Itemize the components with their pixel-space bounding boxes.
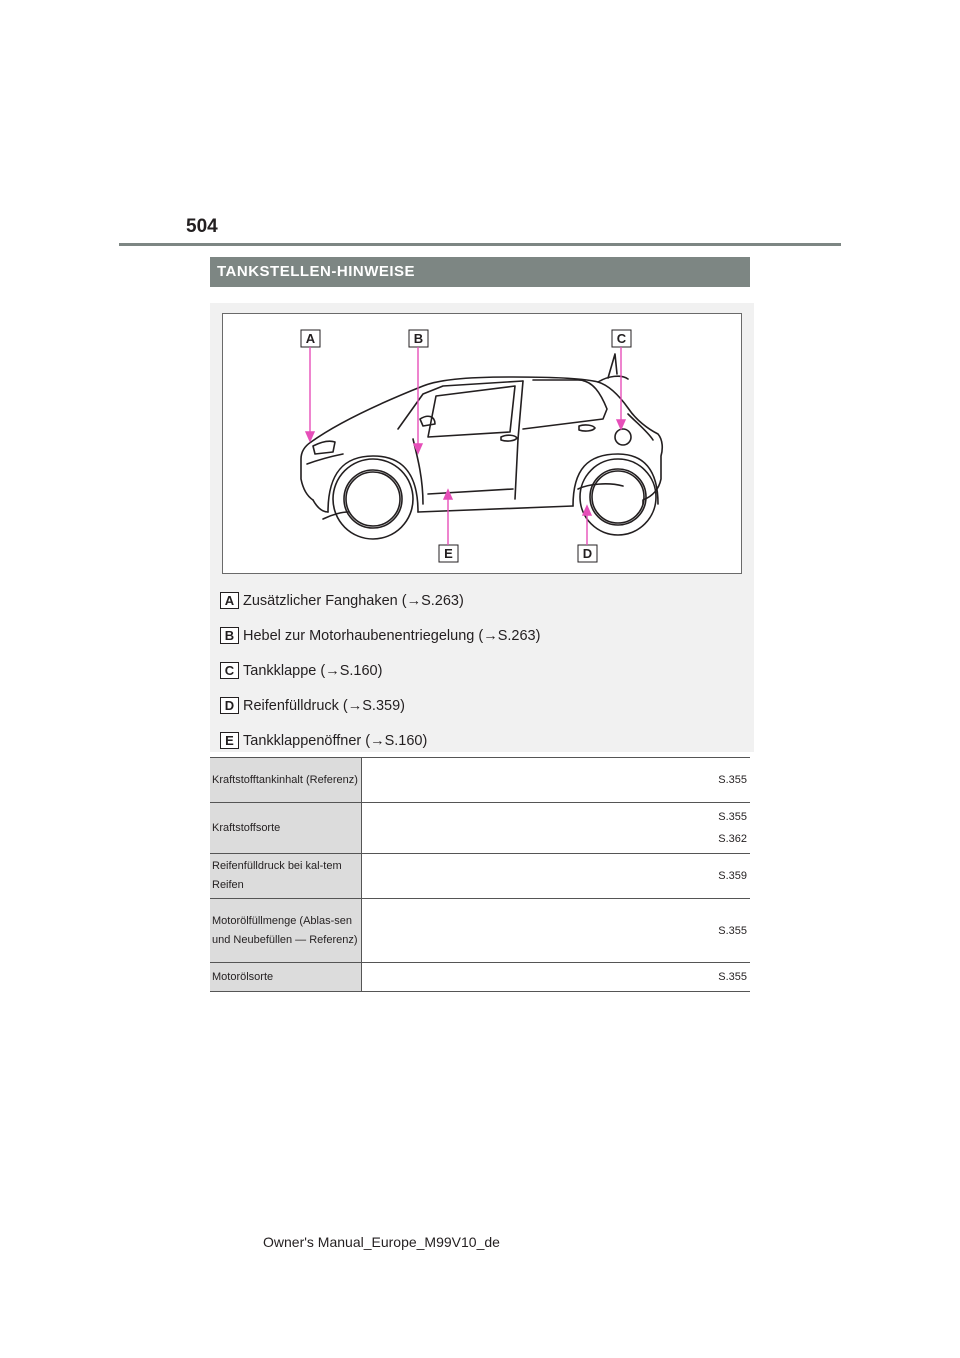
table-row: [210, 963, 750, 992]
legend-text: Zusätzlicher Fanghaken (→S.263): [243, 592, 464, 609]
car-side-view-illustration: [223, 314, 743, 575]
spec-label: Motorölsorte: [210, 963, 361, 992]
legend-key: A: [220, 592, 239, 609]
legend-item-c: [220, 653, 740, 688]
spec-table: [210, 757, 750, 992]
spec-value: [361, 758, 750, 803]
table-row: [210, 803, 750, 854]
legend-item-b: [220, 618, 740, 653]
table-row: [210, 854, 750, 899]
legend-text: Tankklappe (→S.160): [243, 662, 383, 679]
callout-e: E: [444, 546, 453, 561]
legend-text: Reifenfülldruck (→S.359): [243, 697, 405, 714]
figure-panel: [210, 303, 754, 752]
spec-label: Kraftstofftankinhalt (Referenz): [210, 758, 361, 803]
table-row: [210, 899, 750, 963]
legend-key: D: [220, 697, 239, 714]
legend-item-a: [220, 583, 740, 618]
callout-b: B: [413, 331, 424, 346]
spec-value: [361, 899, 750, 963]
spec-label: Motorölfüllmenge (Ablas-sen und Neubefüllen — Referenz): [210, 899, 361, 963]
page-ref: S.359: [718, 870, 747, 882]
spec-label: Kraftstoffsorte: [210, 803, 361, 854]
page-ref: S.362: [718, 833, 747, 845]
legend-key: E: [220, 732, 239, 749]
callout-a: A: [305, 331, 316, 346]
table-row: [210, 758, 750, 803]
footer: Owner's Manual_Europe_M99V10_de: [263, 1234, 500, 1250]
page-ref: S.355: [718, 811, 747, 823]
legend: [220, 583, 740, 758]
page-ref: S.355: [718, 774, 747, 786]
legend-key: C: [220, 662, 239, 679]
callout-c: C: [616, 331, 627, 346]
legend-item-d: [220, 688, 740, 723]
callout-d: D: [582, 546, 593, 561]
spec-value: [361, 963, 750, 992]
legend-item-e: [220, 723, 740, 758]
page-ref: S.355: [718, 924, 747, 937]
legend-text: Hebel zur Motorhaubenentriegelung (→S.263): [243, 627, 541, 644]
page-ref: S.355: [718, 971, 747, 983]
spec-value: [361, 803, 750, 854]
page-number: 504: [186, 216, 218, 237]
spec-label: Reifenfülldruck bei kal-tem Reifen: [210, 854, 361, 899]
spec-value: [361, 854, 750, 899]
legend-text: Tankklappenöffner (→S.160): [243, 732, 428, 749]
legend-key: B: [220, 627, 239, 644]
car-diagram: [222, 313, 742, 574]
header-rule: [119, 243, 841, 246]
section-header: TANKSTELLEN-HINWEISE: [210, 257, 750, 287]
